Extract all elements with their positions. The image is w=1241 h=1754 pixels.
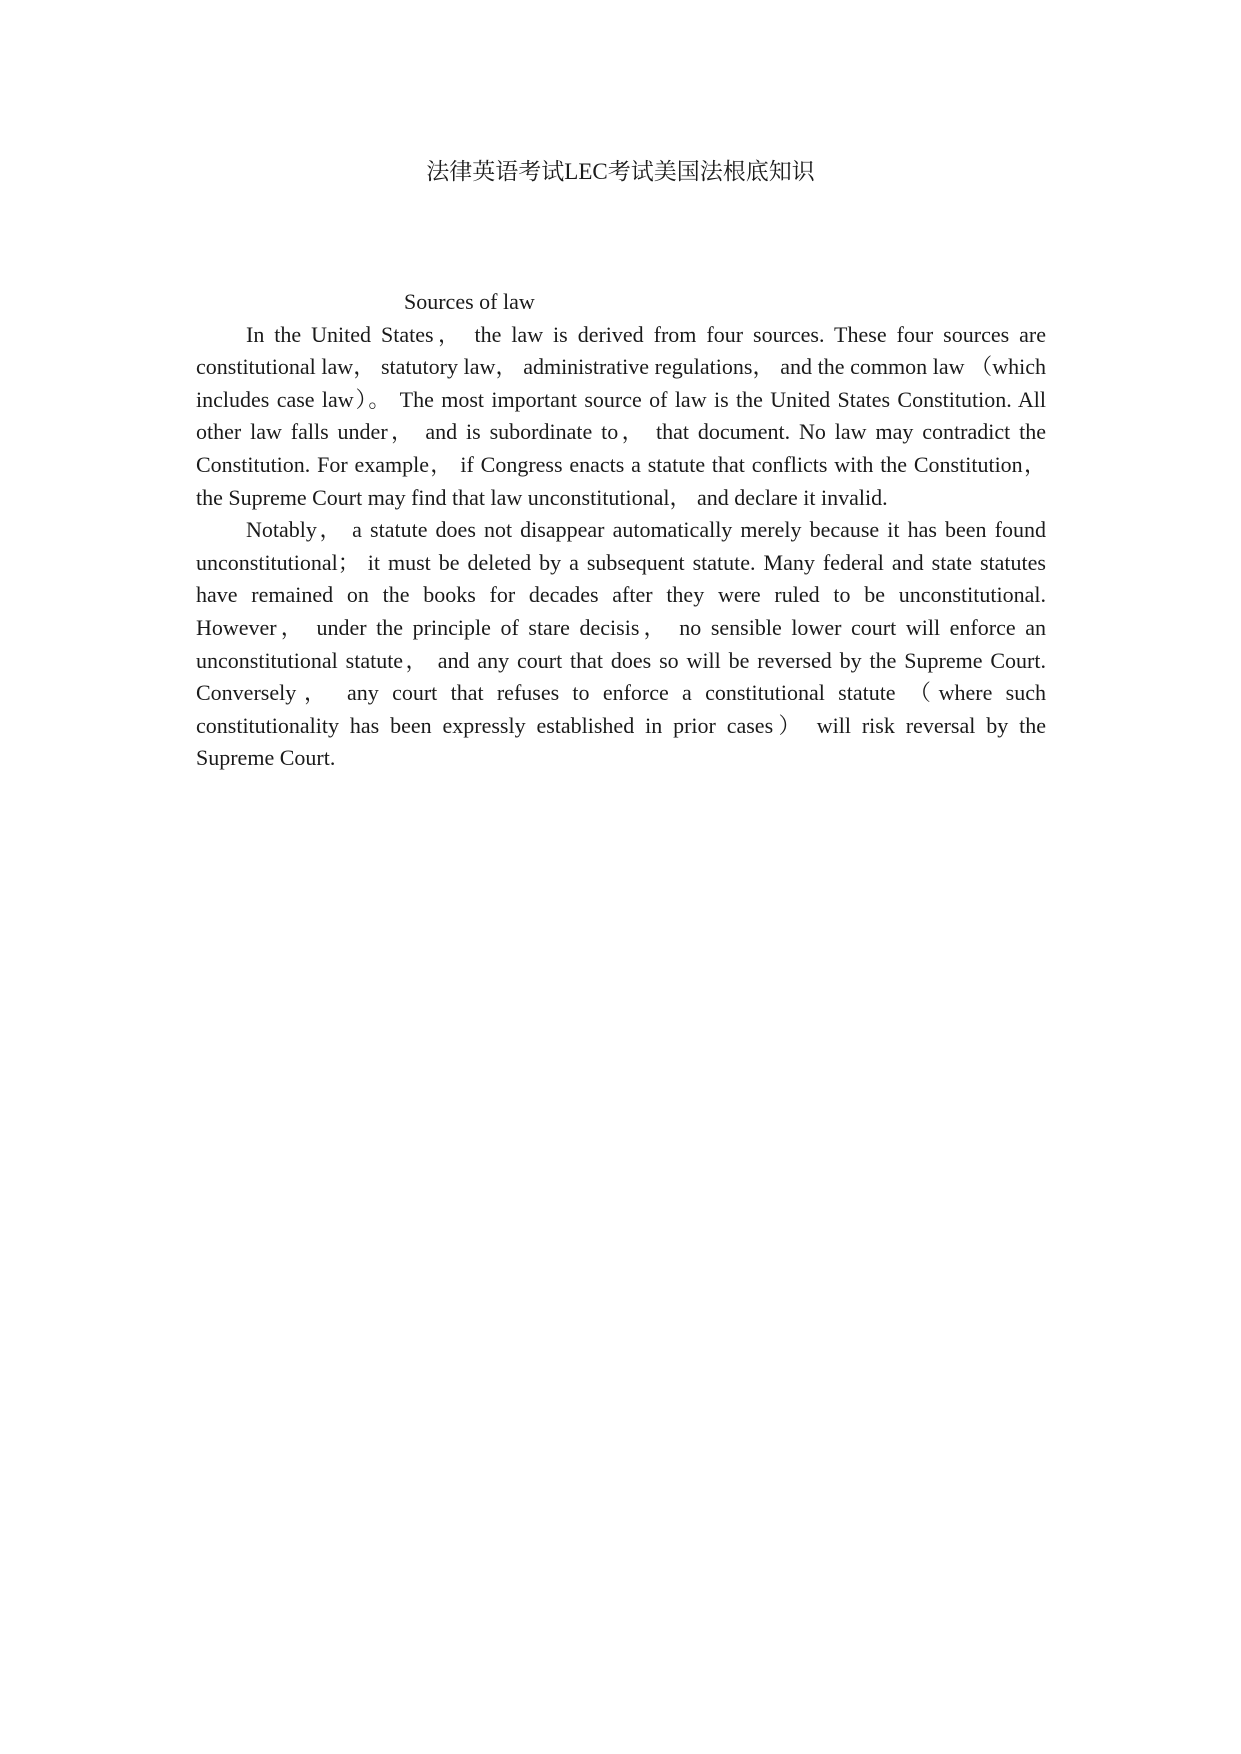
document-body bbox=[196, 286, 1046, 775]
paragraph-sources: In the United States， the law is derived from four sources. These four sources are constitutional law， statutory law， administrative regulations， and the common law （which includes case law）。 The most important source of law is the United States Constitution. All other law falls under， and is subordinate to， that document. No law may contradict the Constitution. For example， if Congress enacts a statute that conflicts with the Constitution， the Supreme Court may find that law unconstitutional， and declare it invalid. bbox=[196, 321, 1046, 510]
document-title: 法律英语考试LEC考试美国法根底知识 bbox=[426, 159, 815, 184]
section-heading: Sources of law bbox=[404, 289, 535, 314]
paragraph-notably: Notably， a statute does not disappear automatically merely because it has been found unconstitutional； it must be deleted by a subsequent statute. Many federal and state statutes have remained on the books for decades after they were ruled to be unconstitutional. However， under the principle of stare decisis， no sensible lower court will enforce an unconstitutional statute， and any court that does so will be reversed by the Supreme Court. Conversely， any court that refuses to enforce a constitutional statute （where such constitutionality has been expressly established in prior cases） will risk reversal by the Supreme Court. bbox=[196, 517, 1046, 771]
